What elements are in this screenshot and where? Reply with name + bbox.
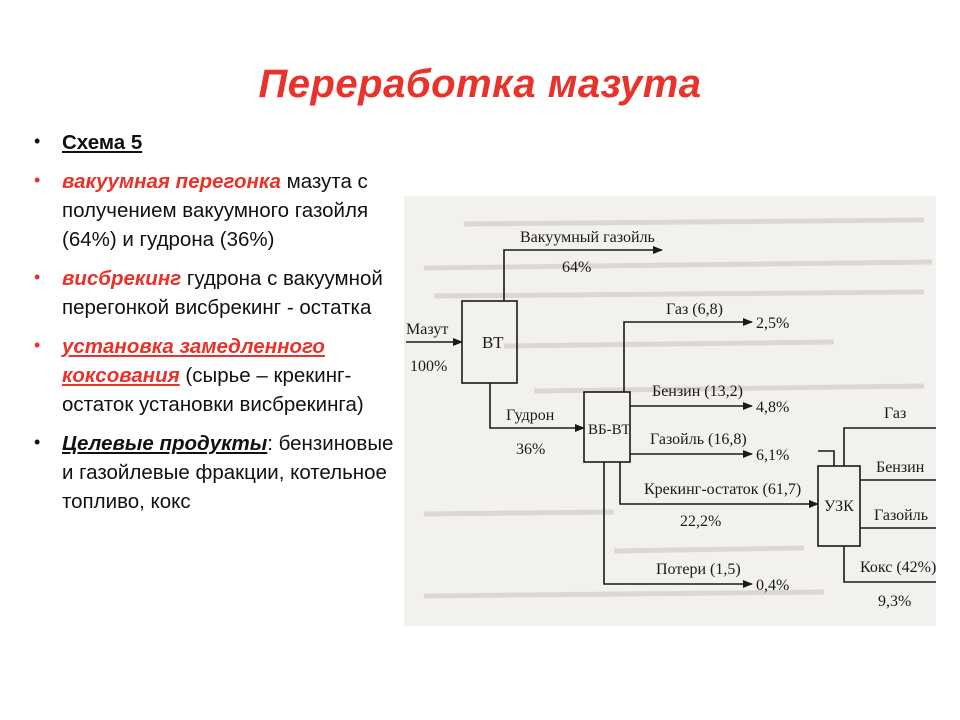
input-value: 100% — [410, 358, 448, 375]
bullet-target-products — [34, 429, 408, 516]
bullet-dot: • — [34, 432, 41, 452]
vbvt-product-label-cracking: Крекинг-остаток (61,7) — [644, 481, 802, 498]
vbvt-product-value-cracking: 22,2% — [680, 513, 722, 530]
gudron-label: Гудрон — [506, 407, 555, 424]
input-label: Мазут — [406, 321, 449, 338]
unit-label-bt: ВТ — [482, 333, 504, 352]
uzk-product-label-benzin: Бензин — [876, 459, 925, 476]
bullet-visbreaking-text: гудрона с вакуумной перегонкой висбрекинг - остатка — [62, 267, 383, 319]
vacuum-gasoil-value: 64% — [562, 259, 592, 276]
arrow-coke-mark — [818, 451, 834, 466]
slide-title: Переработка мазута — [258, 62, 702, 106]
bullet-list — [34, 128, 408, 526]
bullet-vacuum-distillation-head: вакуумная перегонка — [62, 170, 281, 193]
vbvt-product-label-gas: Газ (6,8) — [666, 301, 723, 318]
bullet-scheme — [34, 128, 408, 157]
vbvt-product-value-gas: 2,5% — [756, 315, 790, 332]
bullet-delayed-coking — [34, 332, 408, 419]
process-flow-diagram — [404, 196, 936, 626]
bullet-visbreaking-head: висбрекинг — [62, 267, 182, 290]
bullet-dot: • — [34, 267, 41, 287]
gudron-value: 36% — [516, 441, 546, 458]
unit-label-vbvt: ВБ-ВТ — [588, 422, 631, 438]
vbvt-product-value-benzin: 4,8% — [756, 399, 790, 416]
vbvt-product-value-gazoil: 6,1% — [756, 447, 790, 464]
bullet-dot: • — [34, 170, 41, 190]
bullet-visbreaking — [34, 264, 408, 322]
uzk-product-label-gas: Газ — [884, 405, 907, 422]
vbvt-product-value-losses: 0,4% — [756, 577, 790, 594]
uzk-product-label-gazoil: Газойль — [874, 507, 929, 524]
bullet-dot: • — [34, 335, 41, 355]
bullet-scheme-label: Схема 5 — [62, 131, 143, 154]
bullet-target-products-text: : бензиновые и газойлевые фракции, котельное топливо, кокс — [62, 432, 394, 513]
bullet-delayed-coking-head: установка замедленного коксования — [62, 335, 325, 387]
vbvt-product-label-benzin: Бензин (13,2) — [652, 383, 743, 400]
bullet-dot: • — [34, 131, 41, 151]
arrow-vbvt-gas — [624, 322, 752, 392]
vacuum-gasoil-label: Вакуумный газойль — [520, 229, 655, 246]
bullet-vacuum-distillation — [34, 167, 408, 254]
vbvt-product-label-losses: Потери (1,5) — [656, 561, 741, 578]
unit-label-uzk: УЗК — [824, 498, 854, 515]
scan-background-texture — [424, 220, 932, 596]
uzk-product-value-coke: 9,3% — [878, 593, 912, 610]
bullet-delayed-coking-text: (сырье – крекинг-остаток установки висбрекинга) — [62, 364, 364, 416]
bullet-vacuum-distillation-text: мазута с получением вакуумного газойля (64%) и гудрона (36%) — [62, 170, 369, 251]
process-flow-svg — [404, 196, 936, 626]
bullet-target-products-head: Целевые продукты — [62, 432, 268, 455]
vbvt-product-label-gazoil: Газойль (16,8) — [650, 431, 747, 448]
uzk-product-label-coke: Кокс (42%) — [860, 559, 936, 576]
